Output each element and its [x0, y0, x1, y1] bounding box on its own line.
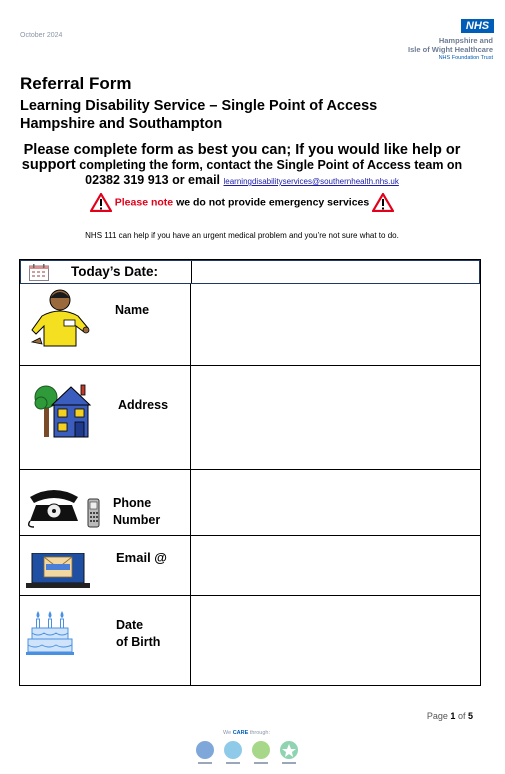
intro-paragraph: [0, 143, 484, 189]
birthday-cake-icon: [26, 609, 74, 659]
row-date-of-birth: [20, 595, 480, 685]
todays-date-label: Today’s Date:: [71, 264, 159, 279]
nhs-logo: NHS: [461, 19, 494, 33]
subtitle-line1: Learning Disability Service – Single Point of Access: [20, 98, 378, 114]
trust-name: [408, 37, 493, 63]
label-cell: [20, 469, 191, 535]
respect-icon: [252, 741, 270, 759]
house-icon: [34, 377, 96, 439]
warning-icon: [90, 193, 112, 212]
page-of: of: [457, 711, 466, 721]
page-current: 1: [450, 711, 456, 721]
person-icon: [28, 286, 92, 350]
care-suffix: through:: [249, 730, 270, 736]
address-label: Address: [118, 398, 169, 412]
trust-name-line1: Hampshire and: [438, 36, 493, 45]
calendar-icon: [29, 264, 49, 281]
dob-label-line1: Date: [116, 618, 144, 632]
row-phone: [20, 469, 480, 536]
intro-line1: Please complete form as best you can; If you would like help or: [23, 142, 461, 158]
care-values-text: [223, 730, 270, 736]
row-name: [20, 284, 480, 366]
row-address: [20, 365, 480, 470]
telephone-icon: [26, 485, 106, 531]
trust-name-line3: NHS Foundation Trust: [438, 55, 493, 61]
name-label: Name: [115, 303, 150, 317]
email-laptop-icon: [26, 553, 90, 589]
care-word: CARE: [232, 730, 249, 736]
row-email: [20, 535, 480, 596]
trust-name-line2: Isle of Wight Healthcare: [408, 44, 493, 54]
page-prefix: Page: [426, 711, 448, 721]
page-subtitle: [20, 97, 377, 133]
label-cell: [20, 595, 191, 685]
label-cell: [20, 365, 191, 469]
compassion-icon: [196, 741, 214, 759]
intro-support-word: support: [21, 157, 76, 173]
email-field[interactable]: [191, 535, 480, 595]
subtitle-line2: Hampshire and Southampton: [20, 116, 223, 132]
care-values-icons: [195, 739, 305, 769]
page-title: Referral Form: [20, 74, 132, 93]
dob-field[interactable]: [191, 595, 480, 685]
phone-label-line2: Number: [113, 513, 161, 527]
row-todays-date: [20, 260, 480, 284]
label-cell: [20, 535, 191, 595]
phone-label-line1: Phone: [113, 496, 152, 510]
care-prefix: We: [223, 730, 232, 736]
label-cell: [20, 284, 191, 365]
note-text: we do not provide emergency services: [176, 196, 370, 209]
intro-phone: 02382 319 913: [85, 173, 169, 187]
phone-field[interactable]: [191, 469, 480, 535]
intro-line2: completing the form, contact the Single Point of Access team on: [79, 158, 463, 172]
referral-form-table: [19, 259, 481, 686]
intro-or-email: or email: [172, 173, 221, 187]
warning-icon: [372, 193, 394, 212]
accountability-icon: [224, 741, 242, 759]
please-note: Please note: [114, 196, 174, 209]
label-cell: [21, 261, 192, 283]
email-link[interactable]: learningdisabilityservices@southernhealth.nhs.uk: [223, 177, 399, 186]
emergency-note: [0, 193, 484, 212]
document-date: October 2024: [20, 32, 63, 39]
page-total: 5: [467, 711, 473, 721]
name-field[interactable]: [191, 284, 480, 365]
dob-label-line2: of Birth: [116, 635, 161, 649]
nhs111-text: NHS 111 can help if you have an urgent medical problem and you’re not sure what to do.: [85, 231, 399, 240]
dob-label: [116, 617, 160, 651]
address-field[interactable]: [191, 365, 480, 469]
todays-date-field[interactable]: [192, 261, 479, 283]
email-label: Email @: [116, 550, 167, 565]
page-number: [427, 711, 473, 721]
phone-label: [113, 495, 160, 529]
